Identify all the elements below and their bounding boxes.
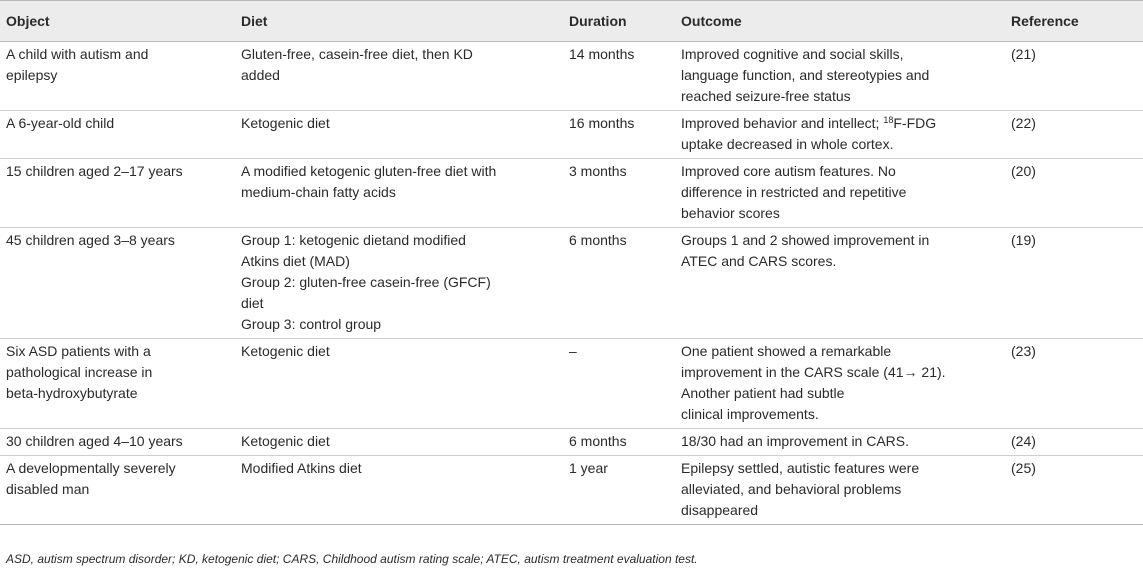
- table-footnote: ASD, autism spectrum disorder; KD, ketogenic diet; CARS, Childhood autism rating scale; ATEC, autism treatment evaluation test.: [6, 552, 698, 566]
- cell-text: Ketogenic diet: [241, 343, 330, 359]
- cell-object: [0, 228, 226, 339]
- cell-text: alleviated, and behavioral problems: [681, 481, 902, 497]
- cell-text: Epilepsy settled, autistic features were: [681, 460, 920, 476]
- header-outcome: Outcome: [669, 1, 997, 42]
- table-row: [0, 339, 1143, 429]
- cell-diet: [226, 429, 557, 456]
- cell-text: Group 1: ketogenic dietand modified: [241, 232, 466, 248]
- header-diet: Diet: [226, 1, 557, 42]
- superscript: 18: [883, 115, 894, 125]
- table-row: [0, 456, 1143, 525]
- cell-outcome: [669, 456, 997, 525]
- cell-reference: (25): [997, 456, 1143, 525]
- cell-text: Atkins diet (MAD): [241, 253, 350, 269]
- cell-duration: 1 year: [557, 456, 669, 525]
- cell-text: beta-hydroxybutyrate: [6, 385, 138, 401]
- cell-outcome: [669, 339, 997, 429]
- header-row: [0, 1, 1143, 42]
- cell-reference: (20): [997, 159, 1143, 228]
- cell-object: [0, 429, 226, 456]
- cell-text: A 6-year-old child: [6, 115, 115, 131]
- cell-text: 18/30 had an improvement in CARS.: [681, 433, 910, 449]
- table-row: [0, 429, 1143, 456]
- table-row: [0, 111, 1143, 159]
- cell-text: disabled man: [6, 481, 90, 497]
- cell-text: clinical improvements.: [681, 406, 819, 422]
- cell-text: pathological increase in: [6, 364, 153, 380]
- cell-text: improvement in the CARS scale (41→ 21).: [681, 364, 946, 380]
- cell-object: [0, 42, 226, 111]
- cell-text: uptake decreased in whole cortex.: [681, 136, 894, 152]
- cell-text: language function, and stereotypies and: [681, 67, 930, 83]
- cell-diet: [226, 111, 557, 159]
- cell-duration: 3 months: [557, 159, 669, 228]
- cell-text: disappeared: [681, 502, 759, 518]
- cell-text: F-FDG: [893, 115, 937, 131]
- cell-text: behavior scores: [681, 205, 780, 221]
- cell-duration: 14 months: [557, 42, 669, 111]
- cell-diet: [226, 456, 557, 525]
- cell-reference: (24): [997, 429, 1143, 456]
- table-row: [0, 159, 1143, 228]
- cell-text: Groups 1 and 2 showed improvement in: [681, 232, 930, 248]
- cell-text: Modified Atkins diet: [241, 460, 362, 476]
- header-reference: Reference: [997, 1, 1143, 42]
- cell-text: Improved behavior and intellect;: [681, 115, 884, 131]
- cell-reference: (21): [997, 42, 1143, 111]
- cell-text: diet: [241, 295, 264, 311]
- cell-text: One patient showed a remarkable: [681, 343, 892, 359]
- cell-diet: [226, 339, 557, 429]
- cell-text: difference in restricted and repetitive: [681, 184, 907, 200]
- cell-object: [0, 456, 226, 525]
- cell-text: Ketogenic diet: [241, 433, 330, 449]
- cell-reference: (23): [997, 339, 1143, 429]
- cell-diet: [226, 159, 557, 228]
- cell-text: Six ASD patients with a: [6, 343, 151, 359]
- cell-text: A developmentally severely: [6, 460, 176, 476]
- cell-outcome: [669, 42, 997, 111]
- cell-text: Group 2: gluten-free casein-free (GFCF): [241, 274, 491, 290]
- cell-outcome: [669, 429, 997, 456]
- cell-object: [0, 159, 226, 228]
- cell-text: Improved cognitive and social skills,: [681, 46, 904, 62]
- cell-text-line: [681, 113, 991, 134]
- cell-diet: [226, 228, 557, 339]
- cell-text: 15 children aged 2–17 years: [6, 163, 183, 179]
- cell-text: Group 3: control group: [241, 316, 382, 332]
- table-row: [0, 228, 1143, 339]
- cell-text: Improved core autism features. No: [681, 163, 896, 179]
- cell-reference: (22): [997, 111, 1143, 159]
- cell-text: A child with autism and: [6, 46, 149, 62]
- cell-text: medium-chain fatty acids: [241, 184, 396, 200]
- cell-outcome: [669, 111, 997, 159]
- cell-outcome: [669, 228, 997, 339]
- cell-reference: (19): [997, 228, 1143, 339]
- cell-text: Ketogenic diet: [241, 115, 330, 131]
- cell-duration: 6 months: [557, 228, 669, 339]
- cell-text: 45 children aged 3–8 years: [6, 232, 175, 248]
- cell-text: added: [241, 67, 280, 83]
- header-object: Object: [0, 1, 226, 42]
- header-duration: Duration: [557, 1, 669, 42]
- cell-duration: –: [557, 339, 669, 429]
- cell-duration: 6 months: [557, 429, 669, 456]
- cell-text: A modified ketogenic gluten-free diet with: [241, 163, 497, 179]
- cell-text: Gluten-free, casein-free diet, then KD: [241, 46, 473, 62]
- cell-text: epilepsy: [6, 67, 58, 83]
- cell-text: Another patient had subtle: [681, 385, 845, 401]
- cell-text: 30 children aged 4–10 years: [6, 433, 183, 449]
- cell-text: reached seizure-free status: [681, 88, 851, 104]
- cell-text: ATEC and CARS scores.: [681, 253, 837, 269]
- cell-diet: [226, 42, 557, 111]
- cell-object: [0, 339, 226, 429]
- cell-duration: 16 months: [557, 111, 669, 159]
- cell-outcome: [669, 159, 997, 228]
- table-row: [0, 42, 1143, 111]
- cell-object: [0, 111, 226, 159]
